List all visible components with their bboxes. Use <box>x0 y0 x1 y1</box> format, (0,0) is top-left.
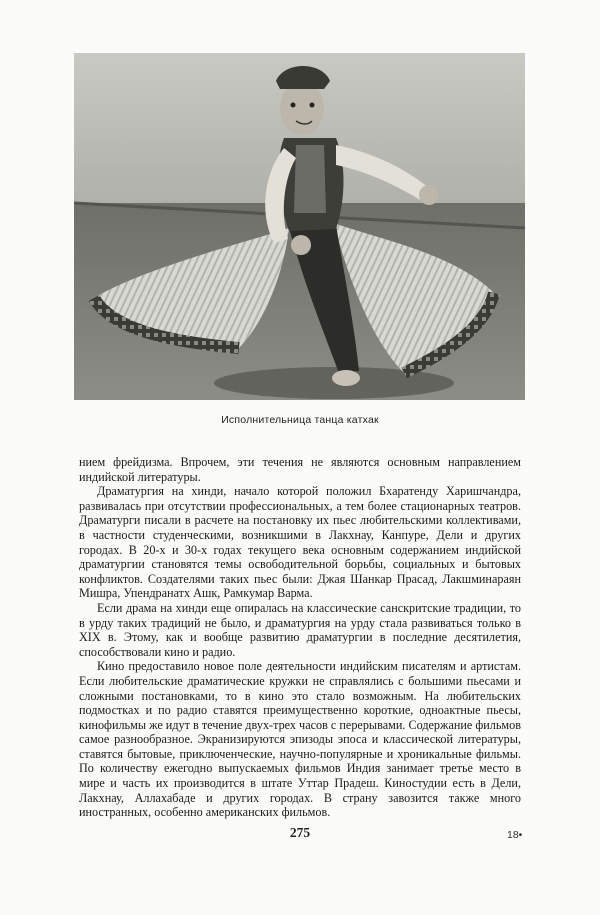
paragraph: Кино предоставило новое поле деятельности индийским писателям и артистам. Если любительские драматические кружки не справлялись с большими пьесами и сложными постановками, то в кино это стало возможным. На любительских подмостках и по радио ставятся преимущественно короткие, одноактные пьесы, кинофильмы же идут в течение двух-трех часов с перерывами. Содержание фильмов самое разнообразное. Экранизируются эпизоды эпоса и классической литературы, ставятся бытовые, приключенческие, научно-популярные и хроникальные фильмы. По количеству ежегодно выпускаемых фильмов Индия занимает третье место в мире и часть их производится в штате Уттар Прадеш. Киностудии есть в Дели, Лакхнау, Аллахабаде и других городах. В страну завозится также много иностранных, особенно американских фильмов. <box>79 659 521 820</box>
article-body <box>79 455 521 820</box>
paragraph: Драматургия на хинди, начало которой положил Бхаратенду Харишчандра, развивалась при отсутствии профессиональных, а тем более стационарных театров. Драматурги писали в расчете на постановку их пьес любительскими коллективами, в частности студенческими, возникшими в Лакхнау, Канпуре, Дели и других городах. В 20-х и 30-х годах текущего века основным содержанием индийской драматургии становятся темы освободительной борьбы, социальных и бытовых конфликтов. Создателями таких пьес были: Джая Шанкар Прасад, Лакшминараян Мишра, Упендранатх Ашк, Рамкумар Варма. <box>79 484 521 601</box>
page-number: 275 <box>289 825 311 840</box>
paragraph: Если драма на хинди еще опиралась на классические санскритские традиции, то в урду таких традиций не было, и драматургия на урду стала развиваться только в XIX в. Этому, как и вообще развитию драматургии в последние десятилетия, способствовали кино и радио. <box>79 600 521 659</box>
kathak-dancer-photo <box>74 53 525 400</box>
printer-signature: 18• <box>507 829 523 841</box>
figure-caption: Исполнительница танца катхак <box>221 414 379 426</box>
dancer-illustration <box>74 53 525 400</box>
paragraph: нием фрейдизма. Впрочем, эти течения не являются основным направлением индийской литературы. <box>79 455 521 484</box>
